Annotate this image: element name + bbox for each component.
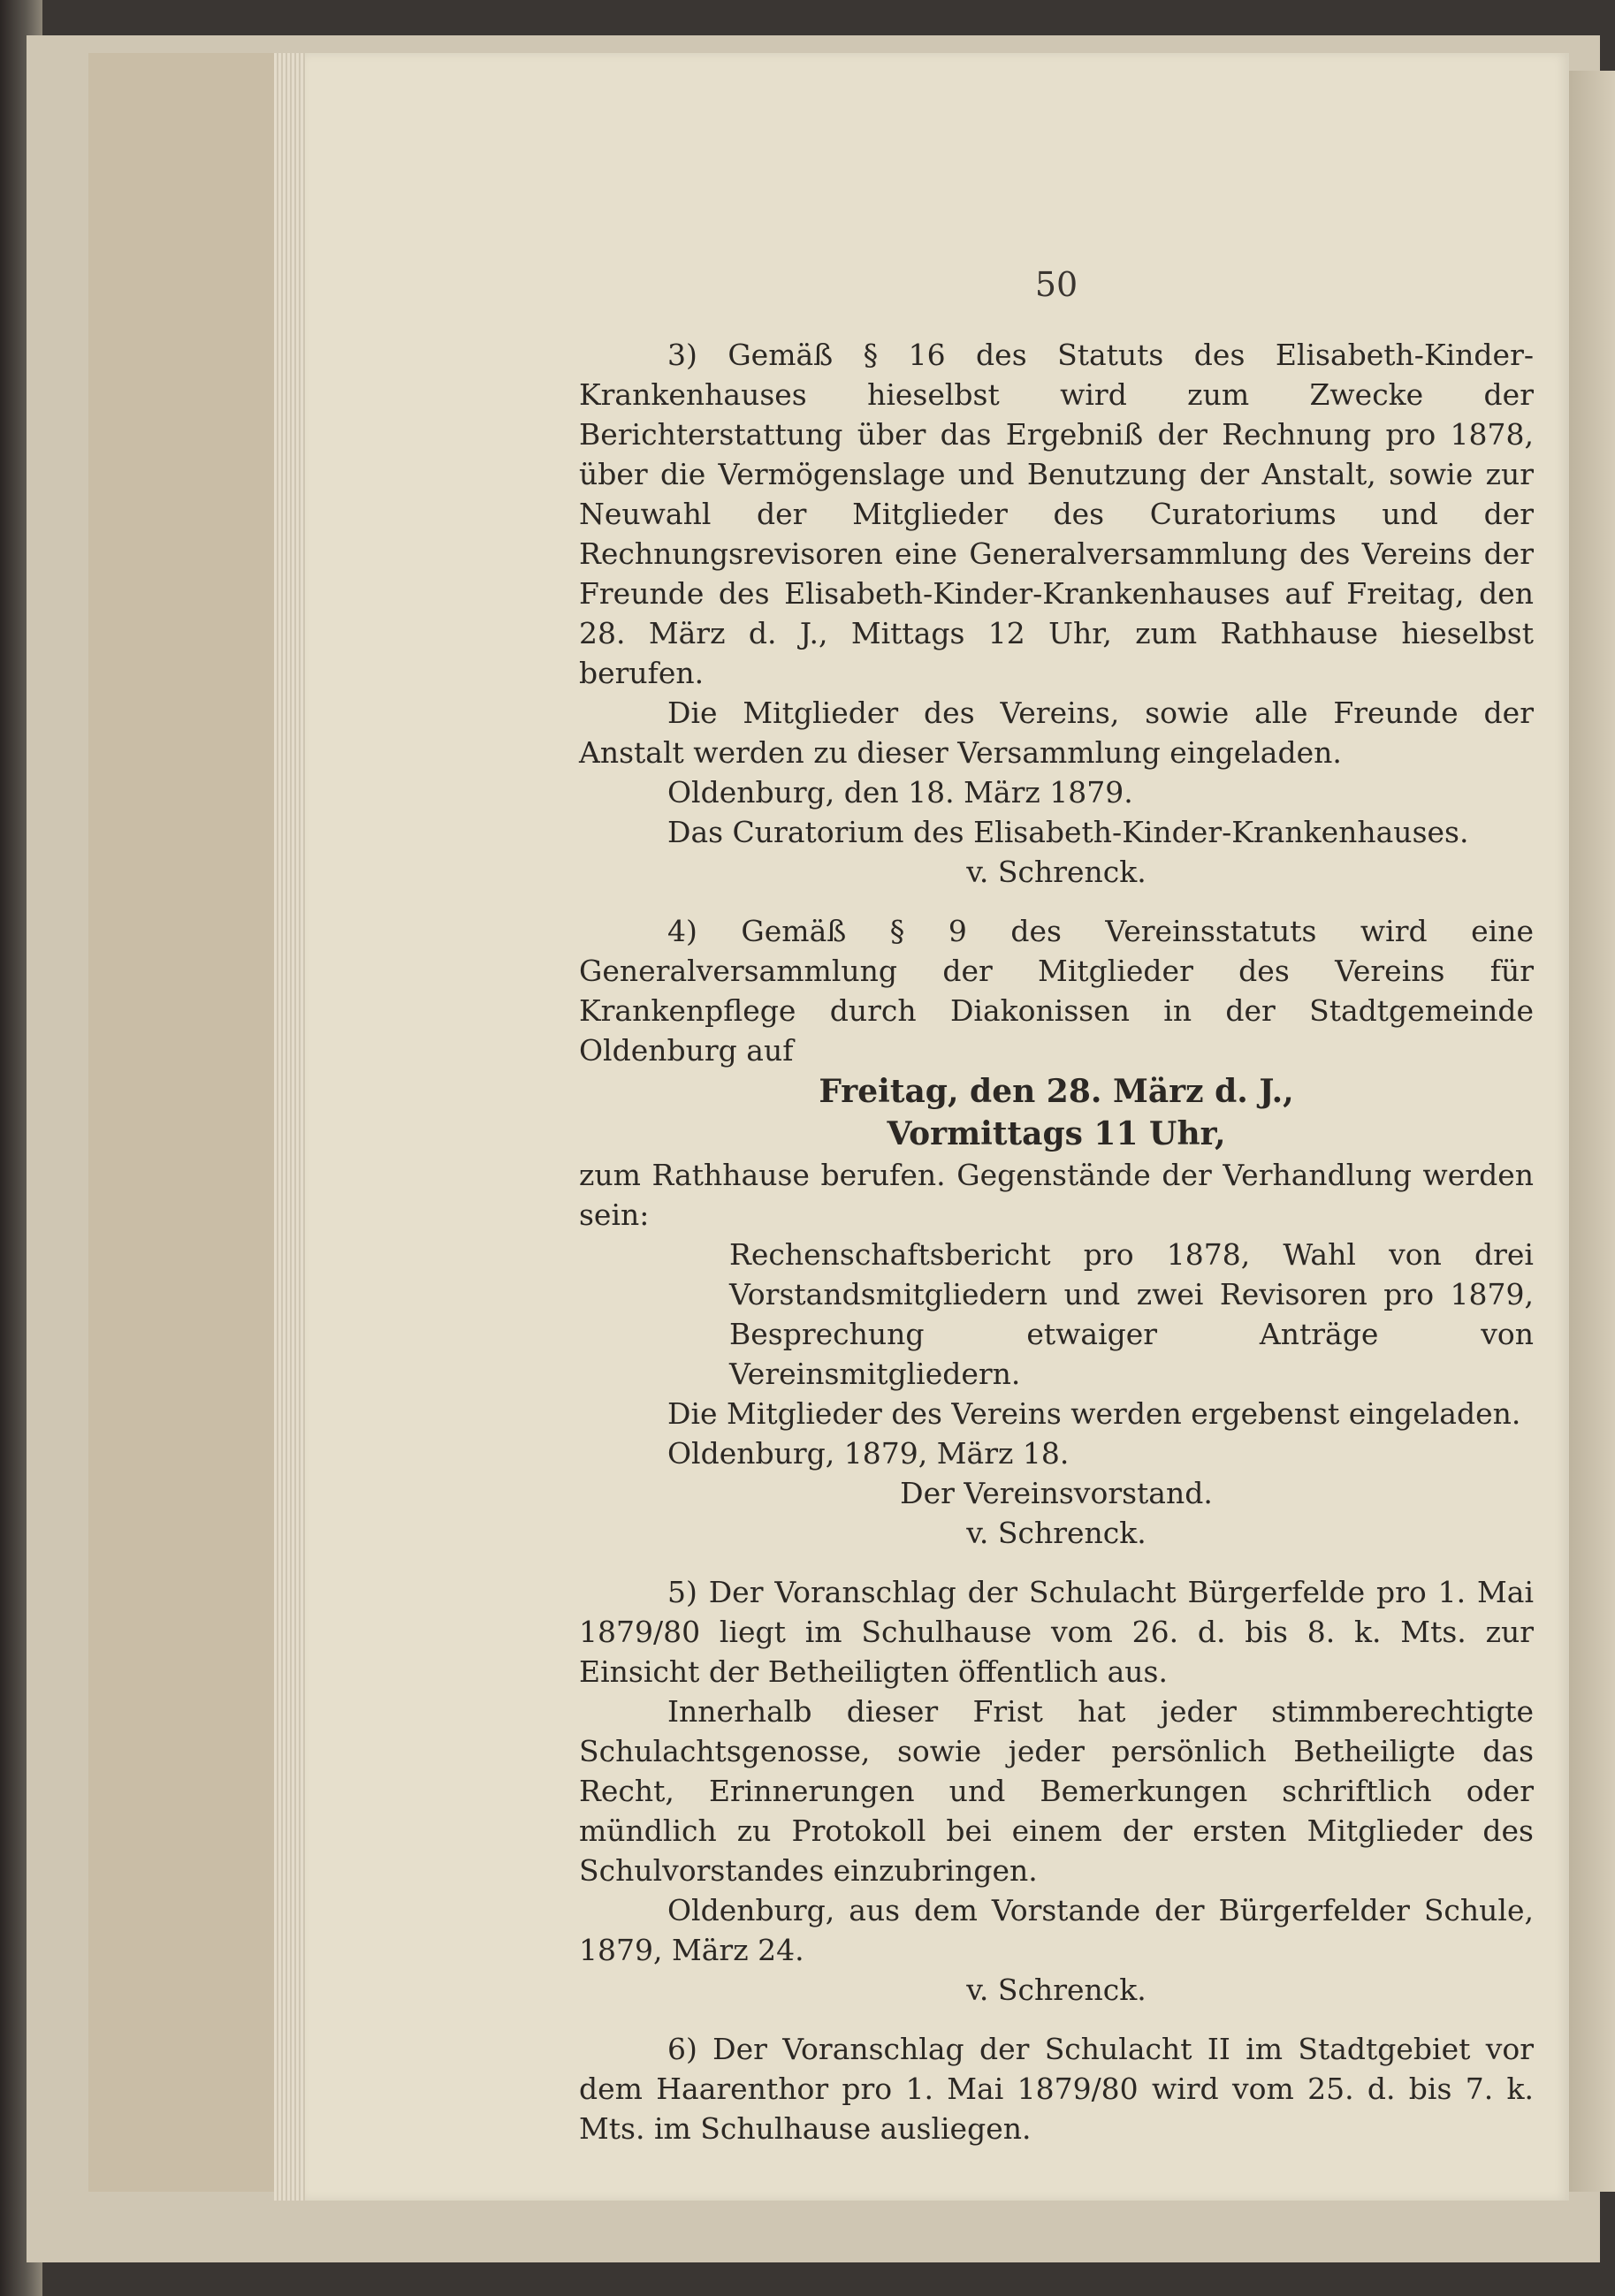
notice-3-place-date: Oldenburg, den 18. März 1879. <box>667 775 1133 810</box>
notice-5-place-date: Oldenburg, aus dem Vorstande der Bürgerfelder Schule, 1879, März 24. <box>579 1893 1534 1967</box>
notice-4-time-bold: Vormittags 11 Uhr, <box>887 1115 1226 1152</box>
notice-3-paragraph: 3) Gemäß § 16 des Statuts des Elisabeth-Kinder-Krankenhauses hieselbst wird zum Zwecke der Berichterstattung über das Ergebniß der Rechnung pro 1878, über die Vermögenslage und Benutzung der Anstalt, sowie zur Neuwahl der Mitglieder des Curatoriums und der Rechnungsrevisoren eine Generalversammlung des Vereins der Freunde des Elisabeth-Kinder-Krankenhauses auf Freitag, den 28. März d. J., Mittags 12 Uhr, zum Rathhause hieselbst berufen. <box>579 338 1534 690</box>
notice-5-paragraph: 5) Der Voranschlag der Schulacht Bürgerfelde pro 1. Mai 1879/80 liegt im Schulhause vom 26. d. bis 8. k. Mts. zur Einsicht der Betheiligten öffentlich aus. <box>579 1575 1534 1689</box>
notice-5-rights: Innerhalb dieser Frist hat jeder stimmberechtigte Schulachtsgenosse, sowie jeder persönlich Betheiligte das Recht, Erinnerungen und Bemerkungen schriftlich oder mündlich zu Protokoll bei einem der ersten Mitglieder des Schulvorstandes einzubringen. <box>579 1694 1534 1888</box>
notice-4-invitation: Die Mitglieder des Vereins werden ergebenst eingeladen. <box>667 1396 1521 1431</box>
facing-page-edge <box>1569 71 1615 2192</box>
notice-3-invitation: Die Mitglieder des Vereins, sowie alle Freunde der Anstalt werden zu dieser Versammlung eingeladen. <box>579 696 1534 770</box>
notice-5-signature: v. Schrenck. <box>966 1973 1146 2007</box>
notice-4-paragraph: 4) Gemäß § 9 des Vereinsstatuts wird eine Generalversammlung der Mitglieder des Vereins für Krankenpflege durch Diakonissen in der Stadtgemeinde Oldenburg auf <box>579 914 1534 1068</box>
notice-4-date-bold: Freitag, den 28. März d. J., <box>819 1073 1294 1110</box>
notice-3-issuer: Das Curatorium des Elisabeth-Kinder-Krankenhauses. <box>667 815 1469 849</box>
page-text <box>579 265 1534 2148</box>
notice-4-issuer: Der Vereinsvorstand. <box>900 1476 1213 1510</box>
notice-3-signature: v. Schrenck. <box>966 855 1146 889</box>
notice-4-place-date: Oldenburg, 1879, März 18. <box>667 1436 1070 1471</box>
page-number: 50 <box>1034 265 1078 304</box>
notice-6-paragraph: 6) Der Voranschlag der Schulacht II im Stadtgebiet vor dem Haarenthor pro 1. Mai 1879/80 wird vom 25. d. bis 7. k. Mts. im Schulhause ausliegen. <box>579 2032 1534 2146</box>
notice-4-agenda: Rechenschaftsbericht pro 1878, Wahl von drei Vorstandsmitgliedern und zwei Revisoren pro 1879, Besprechung etwaiger Anträge von Vereinsmitgliedern. <box>729 1237 1534 1391</box>
notice-4-signature: v. Schrenck. <box>966 1516 1146 1550</box>
notice-4-agenda-intro: zum Rathhause berufen. Gegenstände der Verhandlung werden sein: <box>579 1158 1534 1232</box>
inner-board <box>88 53 285 2192</box>
